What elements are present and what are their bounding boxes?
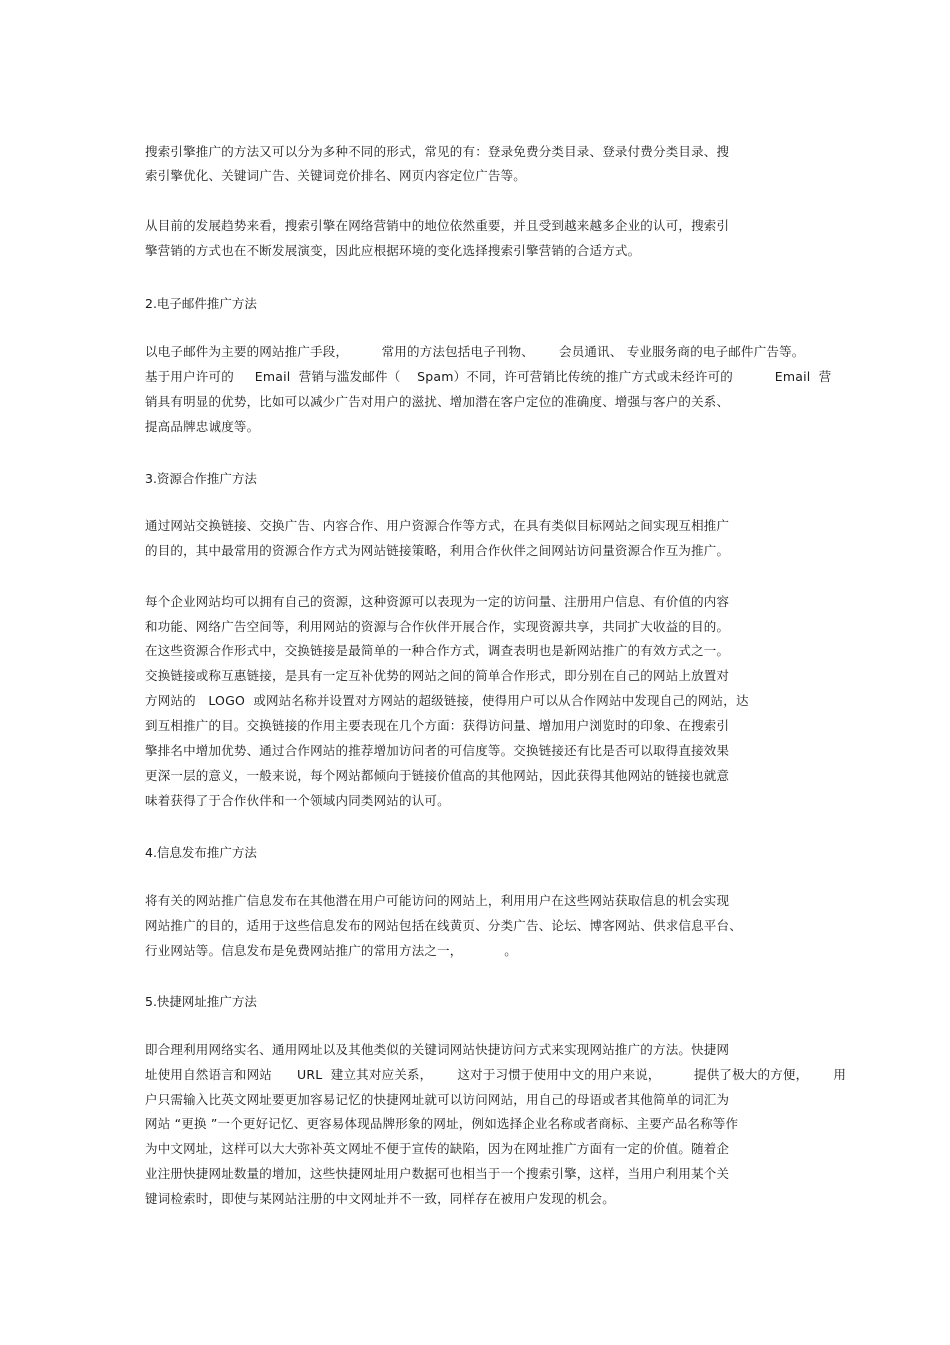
heading-resource-cooperation: 3.资源合作推广方法 bbox=[145, 471, 257, 486]
paragraph-link-exchange-line-8: 更深一层的意义，一般来说，每个网站都倾向于链接价值高的其他网站，因此获得其他网站的链接也就意 bbox=[145, 768, 730, 783]
paragraph-resource-line-1: 通过网站交换链接、交换广告、内容合作、用户资源合作等方式，在具有类似目标网站之间实现互相推广 bbox=[145, 518, 730, 533]
paragraph-link-exchange-line-2: 和功能、网络广告空间等，利用网站的资源与合作伙伴开展合作，实现资源共享，共同扩大收益的目的。 bbox=[145, 619, 730, 634]
paragraph-quick-url-line-7: 键词检索时，即使与某网站注册的中文网址并不一致，同样存在被用户发现的机会。 bbox=[145, 1191, 615, 1206]
paragraph-email-line-4: 提高品牌忠诚度等。 bbox=[145, 419, 260, 434]
paragraph-search-engine-trend-line-2: 擎营销的方式也在不断发展演变，因此应根据环境的变化选择搜索引擎营销的合适方式。 bbox=[145, 243, 641, 258]
paragraph-link-exchange-line-5: 方网站的 LOGO 或网站名称并设置对方网站的超级链接，使得用户可以从合作网站中发现自己的网站，达 bbox=[145, 693, 749, 708]
paragraph-info-publishing-line-1: 将有关的网站推广信息发布在其他潜在用户可能访问的网站上，利用用户在这些网站获取信息的机会实现 bbox=[145, 893, 730, 908]
heading-email-promotion: 2.电子邮件推广方法 bbox=[145, 296, 257, 311]
paragraph-quick-url-line-2: 址使用自然语言和网站 URL 建立其对应关系， 这对于习惯于使用中文的用户来说， 提供了极大的方便， 用 bbox=[145, 1067, 847, 1082]
paragraph-search-engine-methods-line-2: 索引擎优化、关键词广告、关键词竞价排名、网页内容定位广告等。 bbox=[145, 168, 527, 183]
paragraph-email-line-2: 基于用户许可的 Email 营销与滥发邮件（ Spam）不同，许可营销比传统的推广方式或未经许可的 Email 营 bbox=[145, 369, 832, 384]
paragraph-link-exchange-line-9: 味着获得了于合作伙伴和一个领域内同类网站的认可。 bbox=[145, 793, 450, 808]
paragraph-quick-url-line-4: 网站 “更换 ”一个更好记忆、更容易体现品牌形象的网址，例如选择企业名称或者商标、主要产品名称等作 bbox=[145, 1116, 739, 1131]
paragraph-email-line-1: 以电子邮件为主要的网站推广手段， 常用的方法包括电子刊物、 会员通讯、 专业服务商的电子邮件广告等。 bbox=[145, 344, 805, 359]
paragraph-email-line-3: 销具有明显的优势，比如可以减少广告对用户的滋扰、增加潜在客户定位的准确度、增强与客户的关系、 bbox=[145, 394, 730, 409]
paragraph-link-exchange-line-6: 到互相推广的目。交换链接的作用主要表现在几个方面：获得访问量、增加用户浏览时的印象、在搜索引 bbox=[145, 718, 730, 733]
paragraph-info-publishing-line-3: 行业网站等。信息发布是免费网站推广的常用方法之一， 。 bbox=[145, 943, 517, 958]
paragraph-quick-url-line-6: 业注册快捷网址数量的增加，这些快捷网址用户数据可也相当于一个搜索引擎，这样，当用户利用某个关 bbox=[145, 1166, 730, 1181]
heading-info-publishing: 4.信息发布推广方法 bbox=[145, 845, 257, 860]
paragraph-quick-url-line-5: 为中文网址，这样可以大大弥补英文网址不便于宣传的缺陷，因为在网址推广方面有一定的价值。随着企 bbox=[145, 1141, 730, 1156]
paragraph-link-exchange-line-4: 交换链接或称互惠链接，是具有一定互补优势的网站之间的简单合作形式，即分别在自己的网站上放置对 bbox=[145, 668, 730, 683]
paragraph-link-exchange-line-3: 在这些资源合作形式中，交换链接是最简单的一种合作方式，调查表明也是新网站推广的有效方式之一。 bbox=[145, 643, 730, 658]
paragraph-resource-line-2: 的目的，其中最常用的资源合作方式为网站链接策略，利用合作伙伴之间网站访问量资源合作互为推广。 bbox=[145, 543, 730, 558]
paragraph-link-exchange-line-1: 每个企业网站均可以拥有自己的资源，这种资源可以表现为一定的访问量、注册用户信息、有价值的内容 bbox=[145, 594, 730, 609]
paragraph-quick-url-line-3: 户只需输入比英文网址要更加容易记忆的快捷网址就可以访问网站，用自己的母语或者其他简单的词汇为 bbox=[145, 1092, 730, 1107]
heading-quick-url: 5.快捷网址推广方法 bbox=[145, 994, 257, 1009]
paragraph-info-publishing-line-2: 网站推广的目的，适用于这些信息发布的网站包括在线黄页、分类广告、论坛、博客网站、供求信息平台、 bbox=[145, 918, 742, 933]
paragraph-quick-url-line-1: 即合理利用网络实名、通用网址以及其他类似的关键词网站快捷访问方式来实现网站推广的方法。快捷网 bbox=[145, 1042, 730, 1057]
paragraph-search-engine-methods-line-1: 搜索引擎推广的方法又可以分为多种不同的形式，常见的有：登录免费分类目录、登录付费分类目录、搜 bbox=[145, 144, 730, 159]
paragraph-search-engine-trend-line-1: 从目前的发展趋势来看，搜索引擎在网络营销中的地位依然重要，并且受到越来越多企业的认可，搜索引 bbox=[145, 218, 730, 233]
paragraph-link-exchange-line-7: 擎排名中增加优势、通过合作网站的推荐增加访问者的可信度等。交换链接还有比是否可以取得直接效果 bbox=[145, 743, 730, 758]
